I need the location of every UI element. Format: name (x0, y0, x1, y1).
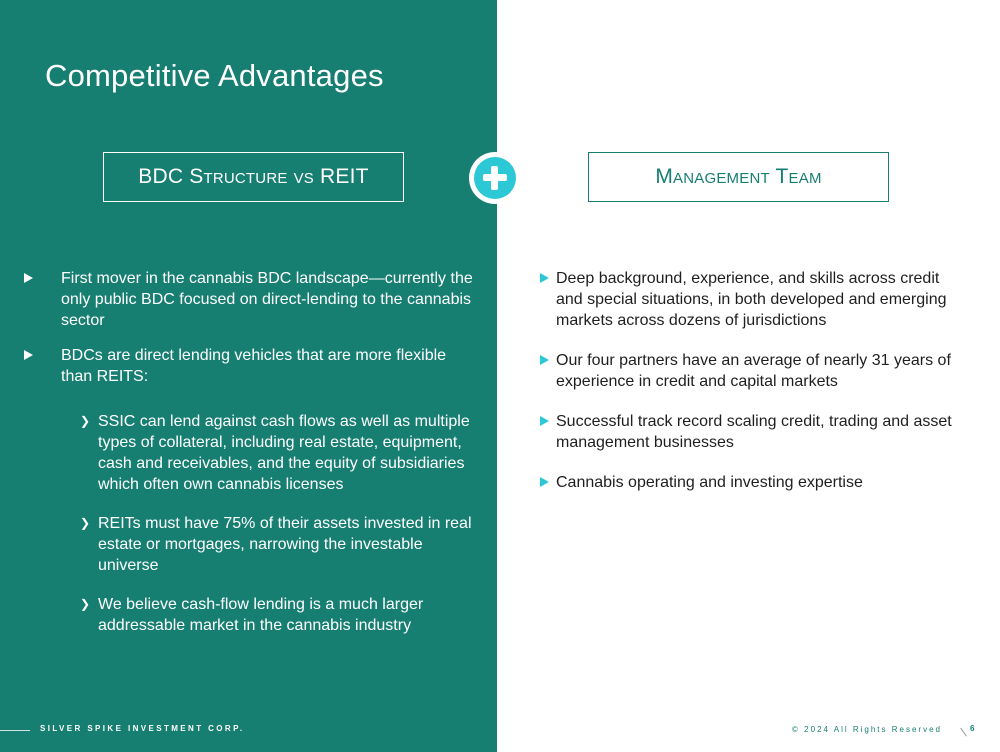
triangle-bullet-icon (540, 477, 549, 487)
footer-company: SILVER SPIKE INVESTMENT CORP. (40, 724, 245, 733)
sub-list-item: ❯ SSIC can lend against cash flows as well as multiple types of collateral, including real estate, equipment, cash and receivables, and the equity of subsidiaries which often own cannabis licenses (80, 413, 470, 493)
list-item: First mover in the cannabis BDC landscape—currently the only public BDC focused on direct-lending to the cannabis sector (24, 268, 474, 331)
plus-circle-icon (469, 152, 521, 204)
triangle-bullet-icon (540, 355, 549, 365)
sub-list-item: ❯ REITs must have 75% of their assets invested in real estate or mortgages, narrowing the investable universe (80, 515, 472, 574)
management-team-box: Management Team (588, 152, 889, 202)
corner-mark-icon (952, 728, 967, 743)
list-item: Deep background, experience, and skills across credit and special situations, in both developed and emerging markets across dozens of jurisdictions (540, 268, 960, 331)
triangle-bullet-icon (540, 416, 549, 426)
list-item: BDCs are direct lending vehicles that are more flexible than REITS: (24, 345, 474, 387)
list-item: Successful track record scaling credit, trading and asset management businesses (540, 411, 960, 453)
list-item: Cannabis operating and investing expertise (540, 472, 960, 493)
triangle-bullet-icon (24, 273, 33, 283)
sub-list-item: ❯ We believe cash-flow lending is a much larger addressable market in the cannabis industry (80, 596, 424, 634)
chevron-right-icon: ❯ (80, 597, 91, 611)
triangle-bullet-icon (540, 273, 549, 283)
page-number: 6 (970, 724, 975, 733)
footer-divider (0, 730, 30, 731)
chevron-right-icon: ❯ (80, 516, 91, 530)
left-bullet-list (24, 268, 474, 636)
chevron-right-icon: ❯ (80, 414, 91, 428)
footer-copyright: © 2024 All Rights Reserved (792, 725, 942, 734)
list-item: Our four partners have an average of nearly 31 years of experience in credit and capital markets (540, 350, 960, 392)
bdc-structure-box: BDC Structure vs REIT (103, 152, 404, 202)
slide-title: Competitive Advantages (45, 58, 384, 93)
triangle-bullet-icon (24, 350, 33, 360)
right-bullet-list (540, 268, 960, 493)
